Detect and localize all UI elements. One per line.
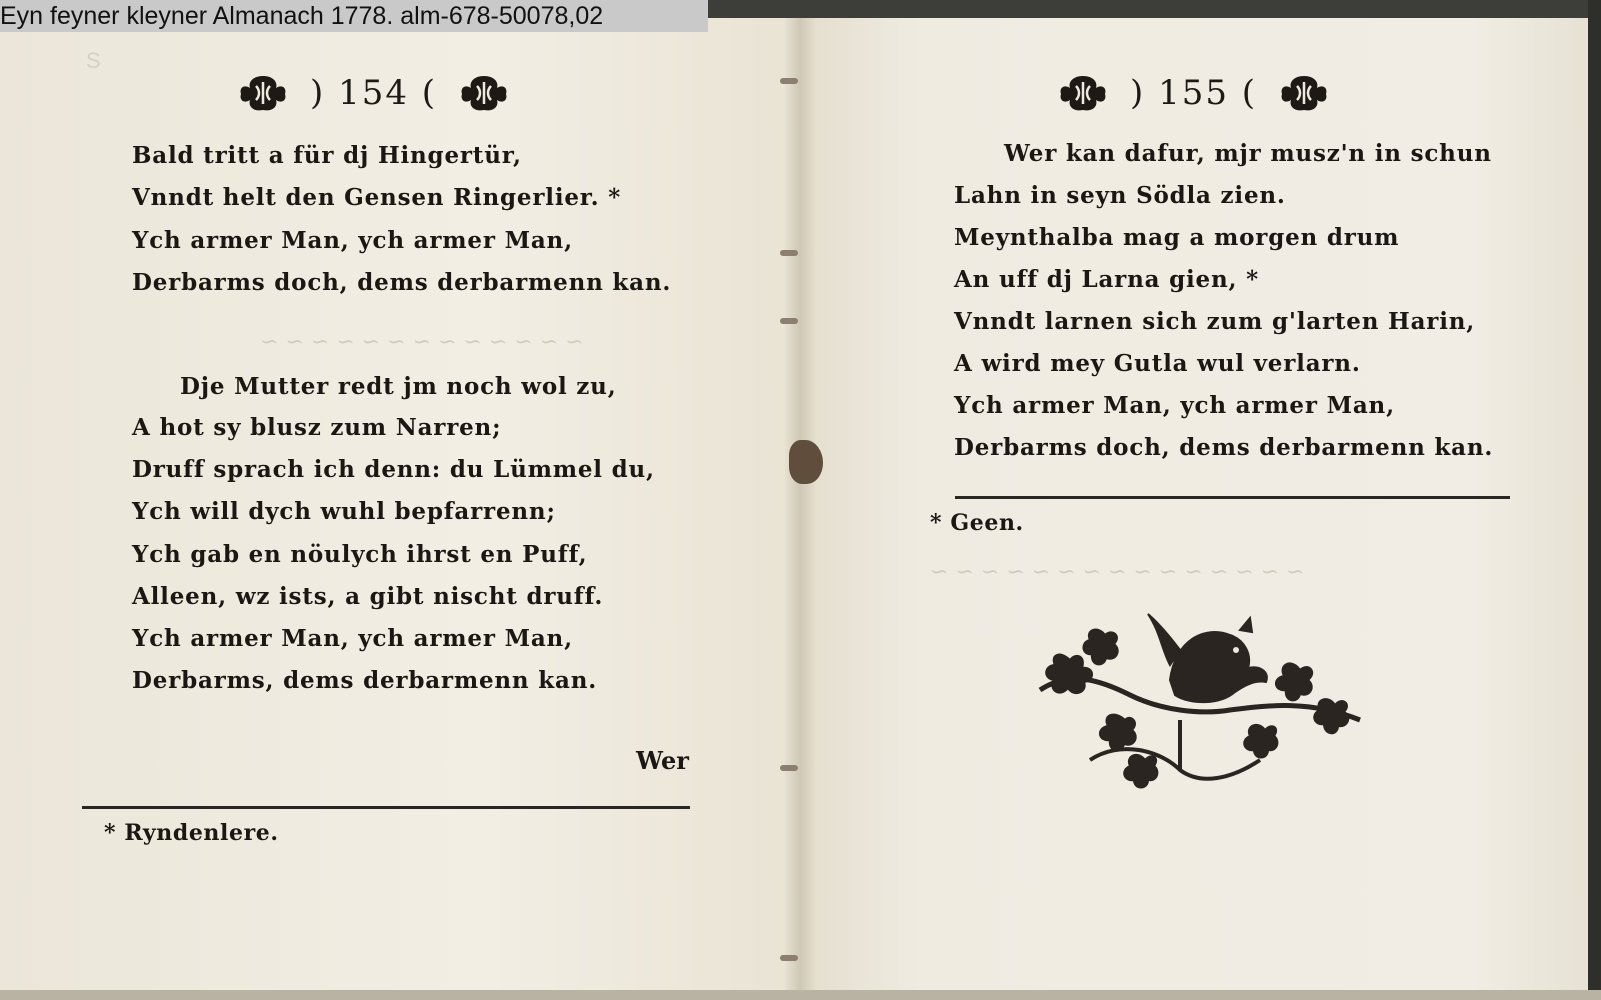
verse-line: A hot sy blusz zum Narren; (132, 414, 502, 441)
binding-stitch (780, 318, 798, 324)
book-gutter (785, 0, 815, 1000)
verse-line: Dje Mutter redt jm noch wol zu, (180, 373, 617, 400)
footnote: * Ryndenlere. (104, 820, 279, 846)
image-caption: Eyn feyner kleyner Almanach 1778. alm-678-50078,02 (0, 0, 708, 32)
verse-line: Meynthalba mag a morgen drum (954, 224, 1400, 251)
binding-stitch (780, 765, 798, 771)
verse-line: Wer kan dafur, mjr musz'n in schun (1004, 140, 1492, 167)
verse-line: Derbarms, dems derbarmenn kan. (132, 667, 598, 694)
paper-damage (789, 440, 823, 484)
right-page-header (1056, 72, 1331, 114)
fleuron-ornament-icon (1277, 72, 1331, 114)
verse-line: Ych gab en nöulych ihrst en Puff, (132, 541, 588, 568)
left-page-header (236, 72, 511, 114)
fleuron-ornament-icon (457, 72, 511, 114)
verse-line: Lahn in seyn Södla zien. (954, 182, 1286, 209)
catchword: Wer (636, 746, 689, 775)
verse-line: Ych will dych wuhl bepfarrenn; (132, 498, 556, 525)
verse-line: Derbarms doch, dems derbarmenn kan. (132, 269, 672, 296)
page-edge-right (1588, 0, 1601, 1000)
verse-line: Ych armer Man, ych armer Man, (954, 392, 1395, 419)
show-through-text: ~ ~ ~ ~ ~ ~ ~ ~ ~ ~ ~ ~ ~ (260, 330, 584, 355)
verse-line: Vnndt helt den Gensen Ringerlier. * (132, 184, 622, 211)
footnote: * Geen. (930, 510, 1024, 536)
footnote-rule (82, 806, 690, 809)
corner-mark: S (86, 48, 101, 73)
verse-line: Vnndt larnen sich zum g'larten Harin, (954, 308, 1476, 335)
verse-line: Ych armer Man, ych armer Man, (132, 625, 573, 652)
page-edge-top (700, 0, 1601, 18)
fleuron-ornament-icon (236, 72, 290, 114)
footnote-rule (955, 496, 1510, 499)
page-number-left: ) 154 ( (310, 73, 438, 113)
binding-stitch (780, 78, 798, 84)
fleuron-ornament-icon (1056, 72, 1110, 114)
page-edge-bottom (0, 990, 1601, 1000)
verse-line: Bald tritt a für dj Hingertür, (132, 142, 522, 169)
show-through-text: ~ ~ ~ ~ ~ ~ ~ ~ ~ ~ ~ ~ ~ ~ ~ (930, 560, 1305, 585)
verse-line: Ych armer Man, ych armer Man, (132, 227, 573, 254)
bird-on-branch-woodcut-icon (1030, 610, 1375, 800)
verse-line: A wird mey Gutla wul verlarn. (954, 350, 1361, 377)
binding-stitch (780, 250, 798, 256)
verse-line: Druff sprach ich denn: du Lümmel du, (132, 456, 655, 483)
binding-stitch (780, 955, 798, 961)
verse-line: An uff dj Larna gien, * (954, 266, 1259, 293)
page-number-right: ) 155 ( (1130, 73, 1258, 113)
verse-line: Derbarms doch, dems derbarmenn kan. (954, 434, 1494, 461)
verse-line: Alleen, wz ists, a gibt nischt druff. (132, 583, 604, 610)
